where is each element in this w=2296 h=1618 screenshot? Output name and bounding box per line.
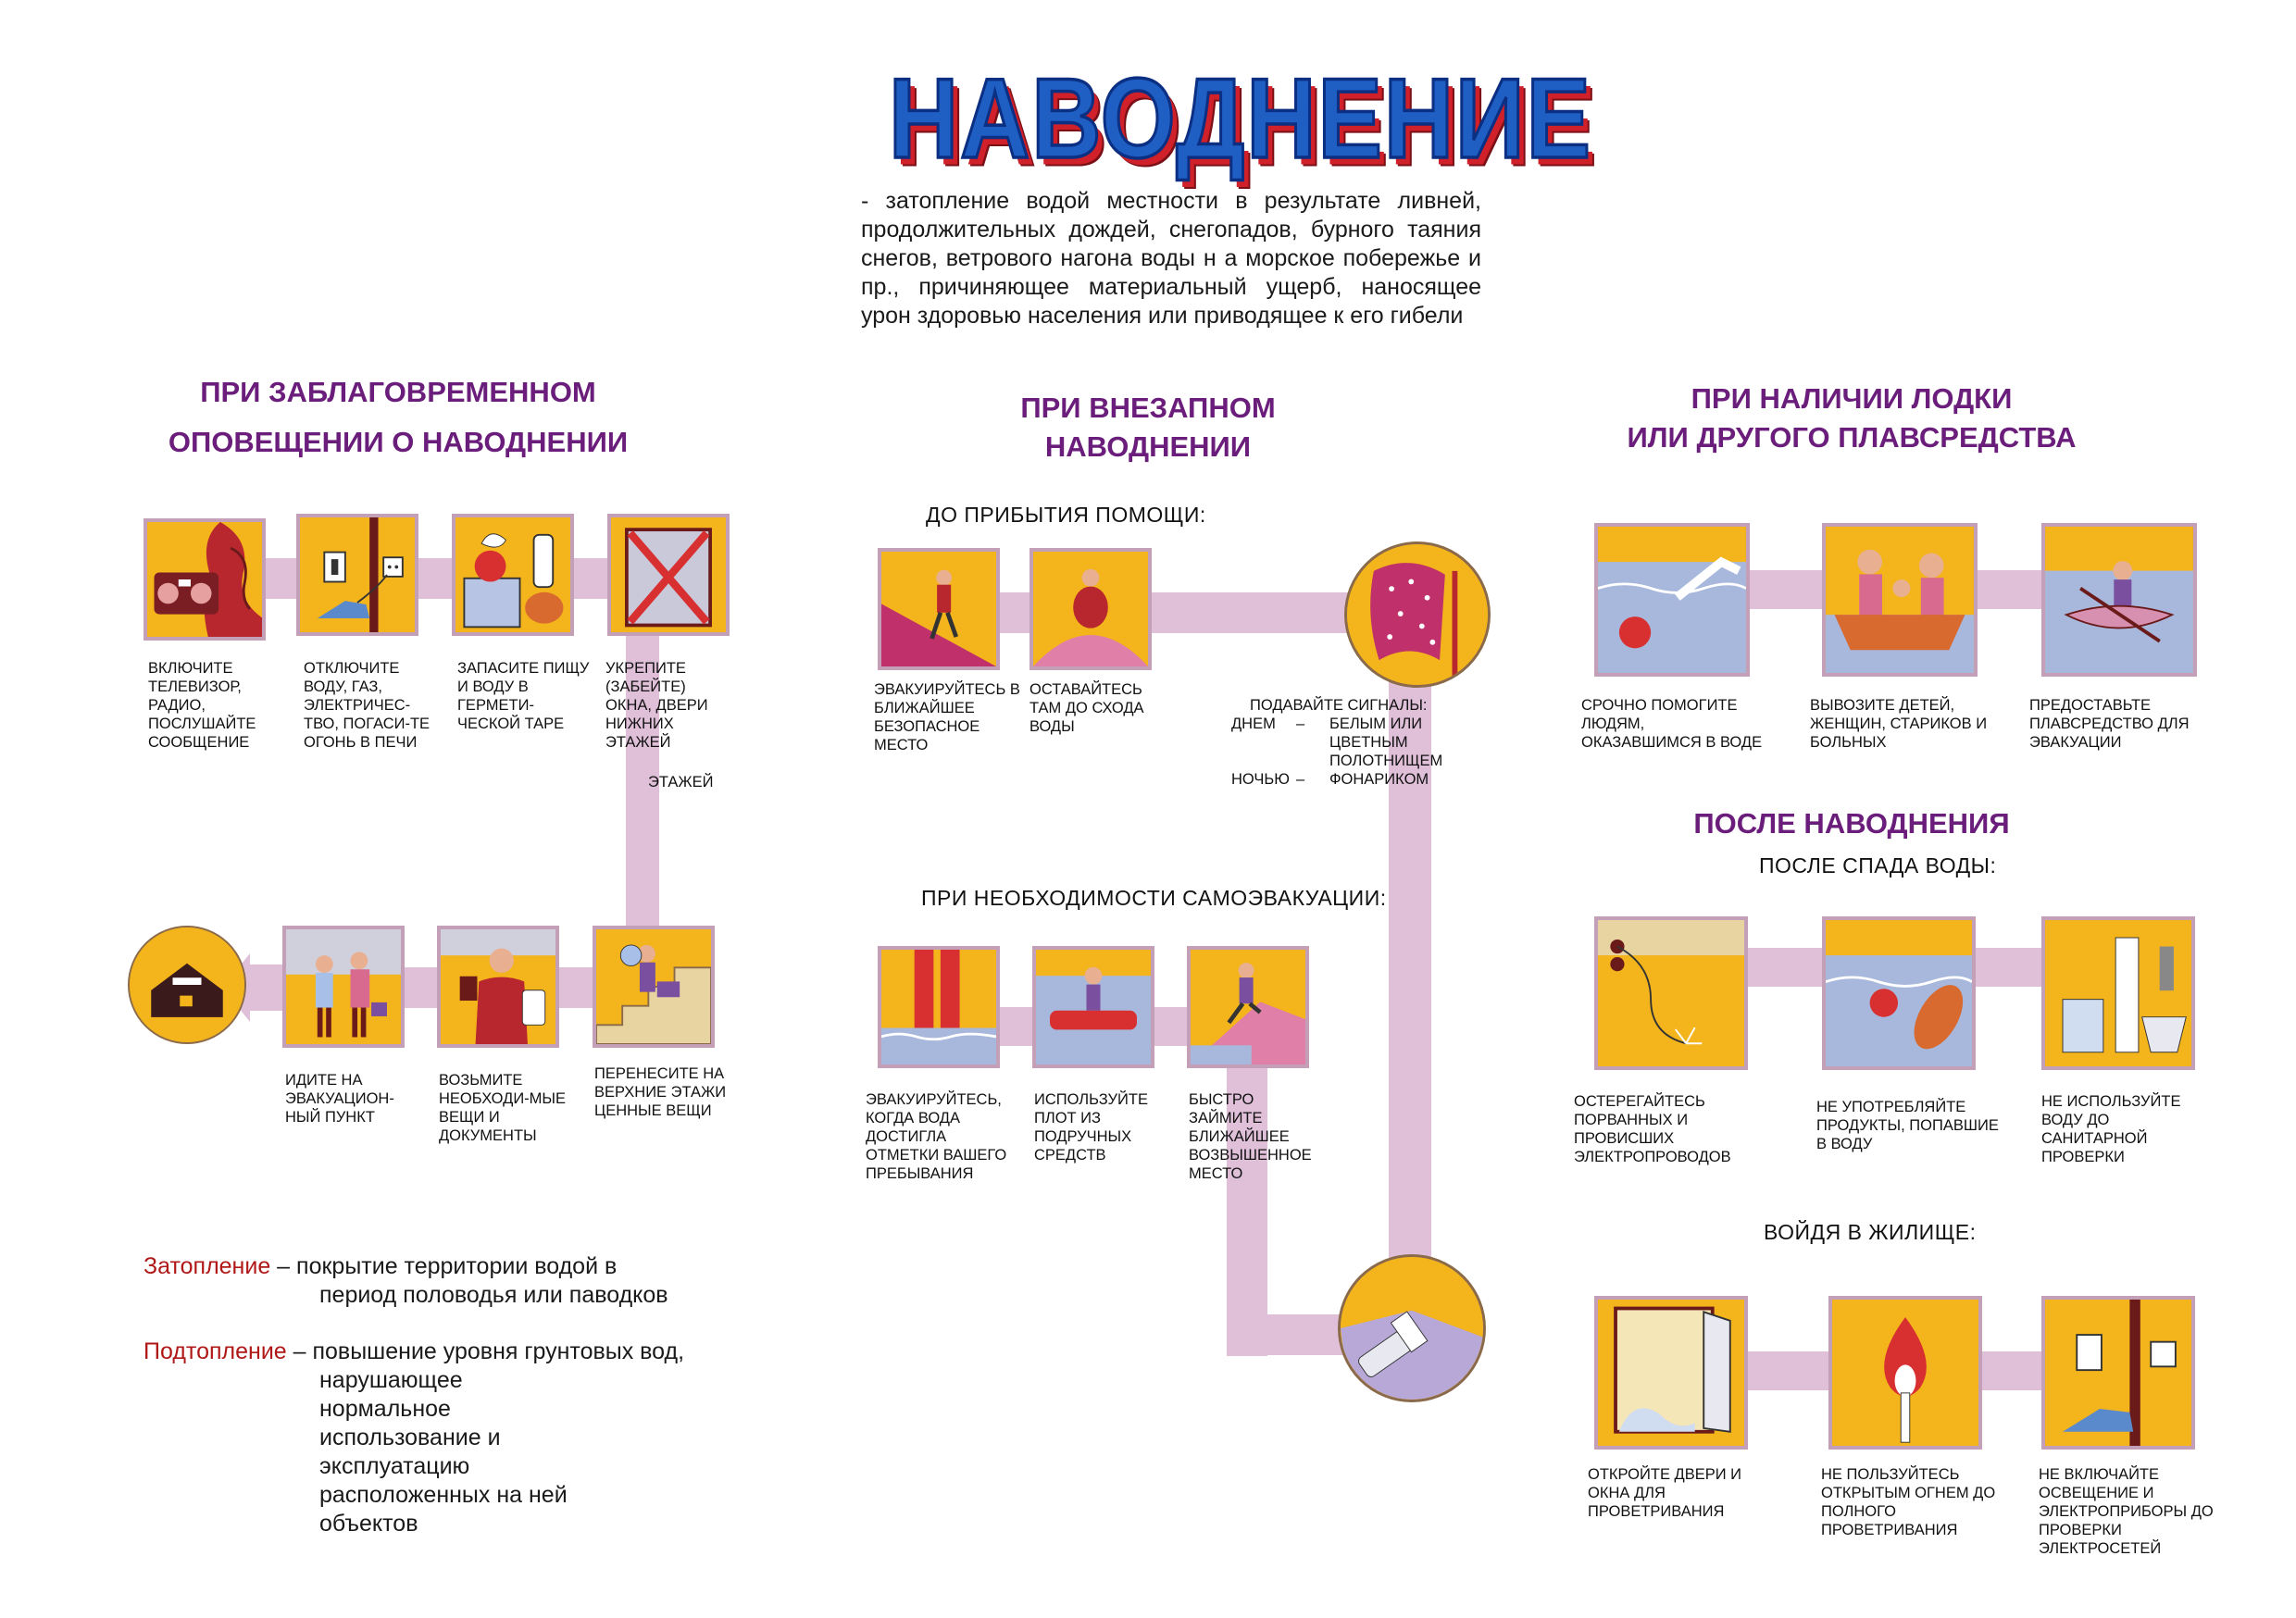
step-caption: ОТКЛЮЧИТЕ ВОДУ, ГАЗ, ЭЛЕКТРИЧЕС-ТВО, ПОГАСИ-ТЕ ОГОНЬ В ПЕЧИ (304, 660, 430, 751)
step-card (2041, 916, 2195, 1070)
step-caption: ПРЕДОСТАВЬТЕ ПЛАВСРЕДСТВО ДЛЯ ЭВАКУАЦИИ (2029, 697, 2190, 751)
term-text: период половодья или паводков (319, 1282, 668, 1308)
connector-bar (1227, 1037, 1267, 1356)
boat-people-icon (1826, 527, 1974, 673)
step-card (452, 514, 574, 636)
section-title-sudden-flood (926, 389, 1370, 467)
section-title-line: ПРИ НАЛИЧИИ ЛОДКИ (1691, 382, 2013, 415)
subheading-before-help: ДО ПРИБЫТИЯ ПОМОЩИ: (926, 503, 1206, 527)
step-caption: НЕ ПОЛЬЗУЙТЕСЬ ОТКРЫТЫМ ОГНЕМ ДО ПОЛНОГО ПРОВЕТРИВАНИЯ (1821, 1466, 1996, 1538)
iron-socket-icon (300, 517, 415, 632)
section-title-line: ПРИ ВНЕЗАПНОМ (1020, 392, 1276, 424)
step-card (607, 514, 730, 636)
step-card (1594, 916, 1748, 1070)
step-caption: ЭВАКУИРУЙТЕСЬ В БЛИЖАЙШЕЕ БЕЗОПАСНОЕ МЕСТО (874, 681, 1020, 753)
step-caption-stray: ЭТАЖЕЙ (648, 774, 714, 790)
signal-night (1231, 770, 1463, 789)
step-card (1828, 1296, 1982, 1450)
step-card (878, 946, 1000, 1068)
step-caption: ПЕРЕНЕСИТЕ НА ВЕРХНИЕ ЭТАЖИ ЦЕННЫЕ ВЕЩИ (594, 1065, 727, 1119)
page-title: НАВОДНЕНИЕ (889, 56, 1593, 183)
evacuation-point-icon (130, 927, 244, 1042)
signal-instructions (1231, 696, 1463, 789)
section-title-boat (1574, 380, 2129, 457)
step-caption: СРОЧНО ПОМОГИТЕ ЛЮДЯМ, ОКАЗАВШИМСЯ В ВОДЕ (1581, 697, 1763, 751)
step-card (437, 926, 559, 1048)
signal-flag-icon (1347, 544, 1488, 685)
match-flame-icon (1832, 1300, 1978, 1446)
section-title-line: НАВОДНЕНИИ (1044, 430, 1252, 463)
step-caption: ЭВАКУИРУЙТЕСЬ, КОГДА ВОДА ДОСТИГЛА ОТМЕТКИ ВАШЕГО ПРЕБЫВАНИЯ (866, 1091, 1007, 1182)
section-title-line: ПРИ ЗАБЛАГОВРЕМЕННОМ (200, 376, 596, 408)
step-card (1594, 523, 1750, 677)
evacuation-point (128, 926, 246, 1044)
section-title-advance-warning (139, 370, 657, 465)
signal-dash: – (1296, 771, 1305, 788)
step-card (2041, 1296, 2195, 1450)
step-card (878, 548, 1000, 670)
section-title-line: ИЛИ ДРУГОГО ПЛАВСРЕДСТВА (1627, 421, 2077, 454)
floating-food-icon (1826, 920, 1972, 1066)
flood-definition: - затопление водой местности в результате ливней, продолжительных дождей, снегопадов, бурного таяния снегов, ветрового нагона воды н а морское побережье и пр., причиняющее материальный ущерб, наносящее урон здоровью населения или приводящее к его гибели (861, 188, 1481, 329)
signal-line: ПОДАВАЙТЕ СИГНАЛЫ: (1250, 697, 1428, 714)
term-text: – повышение уровня грунтовых вод, (286, 1338, 685, 1364)
step-caption: НЕ ИСПОЛЬЗУЙТЕ ВОДУ ДО САНИТАРНОЙ ПРОВЕРКИ (2041, 1093, 2181, 1165)
section-title-line: ОПОВЕЩЕНИИ О НАВОДНЕНИИ (168, 426, 629, 458)
signal-night-label: НОЧЬЮ (1231, 771, 1290, 788)
step-card (1029, 548, 1152, 670)
step-card (593, 926, 715, 1048)
boarded-window-icon (611, 517, 726, 632)
step-card (1187, 946, 1309, 1068)
flashlight-circle (1338, 1254, 1486, 1402)
subheading-after-water: ПОСЛЕ СПАДА ВОДЫ: (1759, 853, 1997, 877)
step-caption: ЗАПАСИТЕ ПИЩУ И ВОДУ В ГЕРМЕТИ-ЧЕСКОЙ ТАРЕ (457, 660, 590, 732)
step-caption: ВЫВОЗИТЕ ДЕТЕЙ, ЖЕНЩИН, СТАРИКОВ И БОЛЬНЫХ (1810, 697, 1988, 751)
signal-day-label: ДНЕМ (1231, 716, 1276, 732)
climbing-hill-icon (1191, 950, 1305, 1064)
step-caption: ОТКРОЙТЕ ДВЕРИ И ОКНА ДЛЯ ПРОВЕТРИВАНИЯ (1588, 1466, 1742, 1520)
stairs-icon (596, 929, 711, 1044)
term-flooding (144, 1252, 745, 1310)
step-card (282, 926, 405, 1048)
step-caption: УКРЕПИТЕ (ЗАБЕЙТЕ) ОКНА, ДВЕРИ НИЖНИХ ЭТАЖЕЙ (605, 660, 708, 751)
step-caption: ВКЛЮЧИТЕ ТЕЛЕВИЗОР, РАДИО, ПОСЛУШАЙТЕ СООБЩЕНИЕ (148, 660, 256, 751)
signal-day (1231, 715, 1463, 770)
sitting-person-icon (1033, 552, 1148, 666)
step-caption: НЕ УПОТРЕБЛЯЙТЕ ПРОДУКТЫ, ПОПАВШИЕ В ВОДУ (1816, 1099, 1999, 1152)
legs-in-water-icon (881, 950, 996, 1064)
section-title-after-flood: ПОСЛЕ НАВОДНЕНИЯ (1693, 807, 2010, 840)
step-card (1594, 1296, 1748, 1450)
subheading-self-evacuation: ПРИ НЕОБХОДИМОСТИ САМОЭВАКУАЦИИ: (921, 886, 1387, 910)
term-name: Затопление (144, 1253, 271, 1279)
water-test-icon (2045, 920, 2191, 1066)
iron-plug-icon (2045, 1300, 2191, 1446)
connector-bar (963, 592, 1370, 633)
signal-day-text: БЕЛЫМ ИЛИ ЦВЕТНЫМ ПОЛОТНИЩЕМ (1329, 716, 1443, 769)
flashlight-icon (1341, 1257, 1483, 1400)
walking-uphill-icon (881, 552, 996, 666)
step-caption: ОСТЕРЕГАЙТЕСЬ ПОРВАННЫХ И ПРОВИСШИХ ЭЛЕКТРОПРОВОДОВ (1574, 1093, 1731, 1165)
subheading-entering-home: ВОЙДЯ В ЖИЛИЩЕ: (1764, 1220, 1977, 1244)
rowboat-icon (2045, 527, 2193, 673)
signal-night-text: ФОНАРИКОМ (1329, 771, 1429, 788)
step-card (1032, 946, 1154, 1068)
step-caption: БЫСТРО ЗАЙМИТЕ БЛИЖАЙШЕЕ ВОЗВЫШЕННОЕ МЕСТО (1189, 1091, 1312, 1182)
term-text: нарушающее нормальное использование и эксплуатацию расположенных на ней объектов (319, 1367, 568, 1537)
step-caption: ОСТАВАЙТЕСЬ ТАМ ДО СХОДА ВОДЫ (1029, 681, 1144, 735)
step-caption: ВОЗЬМИТЕ НЕОБХОДИ-МЫЕ ВЕЩИ И ДОКУМЕНТЫ (439, 1072, 567, 1144)
signal-circle (1344, 541, 1491, 688)
step-card (296, 514, 418, 636)
step-caption: ИДИТЕ НА ЭВАКУАЦИОН-НЫЙ ПУНКТ (285, 1072, 394, 1126)
step-caption: НЕ ВКЛЮЧАЙТЕ ОСВЕЩЕНИЕ И ЭЛЕКТРОПРИБОРЫ ДО ПРОВЕРКИ ЭЛЕКТРОСЕТЕЙ (2039, 1466, 2214, 1557)
term-name: Подтопление (144, 1338, 287, 1364)
radio-icon (147, 522, 262, 637)
step-card (1822, 916, 1976, 1070)
food-icon (455, 517, 570, 632)
step-caption: ИСПОЛЬЗУЙТЕ ПЛОТ ИЗ ПОДРУЧНЫХ СРЕДСТВ (1034, 1091, 1148, 1164)
term-text: – покрытие территории водой в (270, 1253, 618, 1279)
term-underflooding (144, 1338, 745, 1538)
rescue-hand-icon (1598, 527, 1746, 673)
step-card (1822, 523, 1978, 677)
family-walking-icon (286, 929, 401, 1044)
documents-icon (441, 929, 555, 1044)
step-card (2041, 523, 2197, 677)
broken-wire-icon (1598, 920, 1744, 1066)
step-card (144, 518, 266, 641)
open-window-icon (1598, 1300, 1744, 1446)
signal-dash: – (1296, 716, 1305, 732)
raft-icon (1036, 950, 1151, 1064)
